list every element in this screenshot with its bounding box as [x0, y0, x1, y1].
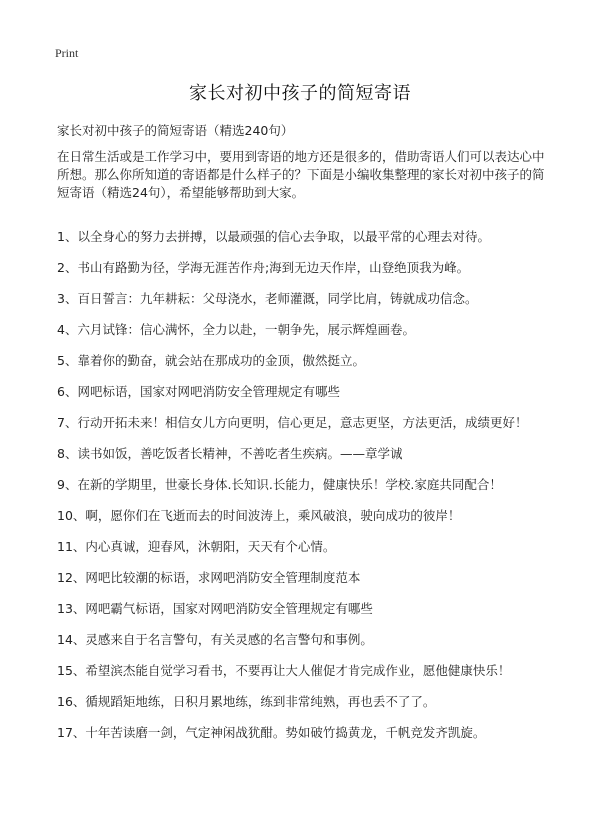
list-item: 12、网吧比较潮的标语，求网吧消防安全管理制度范本 [57, 570, 361, 585]
list-item: 8、读书如饭，善吃饭者长精神，不善吃者生疾病。——章学诚 [57, 446, 403, 461]
page-subtitle: 家长对初中孩子的简短寄语（精选240句） [57, 123, 294, 138]
list-item: 6、网吧标语，国家对网吧消防安全管理规定有哪些 [57, 384, 340, 399]
list-item: 11、内心真诚，迎春风，沐朝阳，天天有个心情。 [57, 539, 336, 554]
list-item: 4、六月试锋：信心满怀，全力以赴，一朝争先，展示辉煌画卷。 [57, 322, 415, 337]
list-item: 1、以全身心的努力去拼搏，以最顽强的信心去争取，以最平常的心理去对待。 [57, 229, 490, 244]
list-item: 9、在新的学期里，世豪长身体.长知识.长能力，健康快乐！学校.家庭共同配合！ [57, 477, 502, 492]
list-item: 14、灵感来自于名言警句，有关灵感的名言警句和事例。 [57, 632, 373, 647]
list-item: 7、行动开拓未来！相信女儿方向更明，信心更足，意志更坚，方法更活，成绩更好！ [57, 415, 528, 430]
intro-paragraph: 在日常生活或是工作学习中，要用到寄语的地方还是很多的，借助寄语人们可以表达心中所想。那么你所知道的寄语都是什么样子的？下面是小编收集整理的家长对初中孩子的简短寄语（精选24句），希望能够帮助到大家。 [57, 149, 545, 200]
print-link[interactable]: Print [55, 46, 79, 60]
list-item: 13、网吧霸气标语，国家对网吧消防安全管理规定有哪些 [57, 601, 373, 616]
list-item: 3、百日誓言：九年耕耘：父母浇水，老师灌溉，同学比肩，铸就成功信念。 [57, 291, 478, 306]
list-item: 16、循规蹈矩地练，日积月累地练，练到非常纯熟，再也丢不了了。 [57, 694, 436, 709]
page-title: 家长对初中孩子的简短寄语 [189, 83, 411, 104]
wishes-list [57, 228, 552, 755]
list-item: 10、啊，愿你们在飞逝而去的时间波涛上，乘风破浪，驶向成功的彼岸！ [57, 508, 461, 523]
list-item: 15、希望滨杰能自觉学习看书，不要再让大人催促才肯完成作业，愿他健康快乐！ [57, 663, 511, 678]
list-item: 17、十年苦读磨一剑，气定神闲战犹酣。势如破竹捣黄龙，千帆竞发齐凯旋。 [57, 725, 486, 740]
list-item: 2、书山有路勤为径，学海无涯苦作舟;海到无边天作岸，山登绝顶我为峰。 [57, 260, 470, 275]
list-item: 5、靠着你的勤奋，就会站在那成功的金顶，傲然挺立。 [57, 353, 365, 368]
